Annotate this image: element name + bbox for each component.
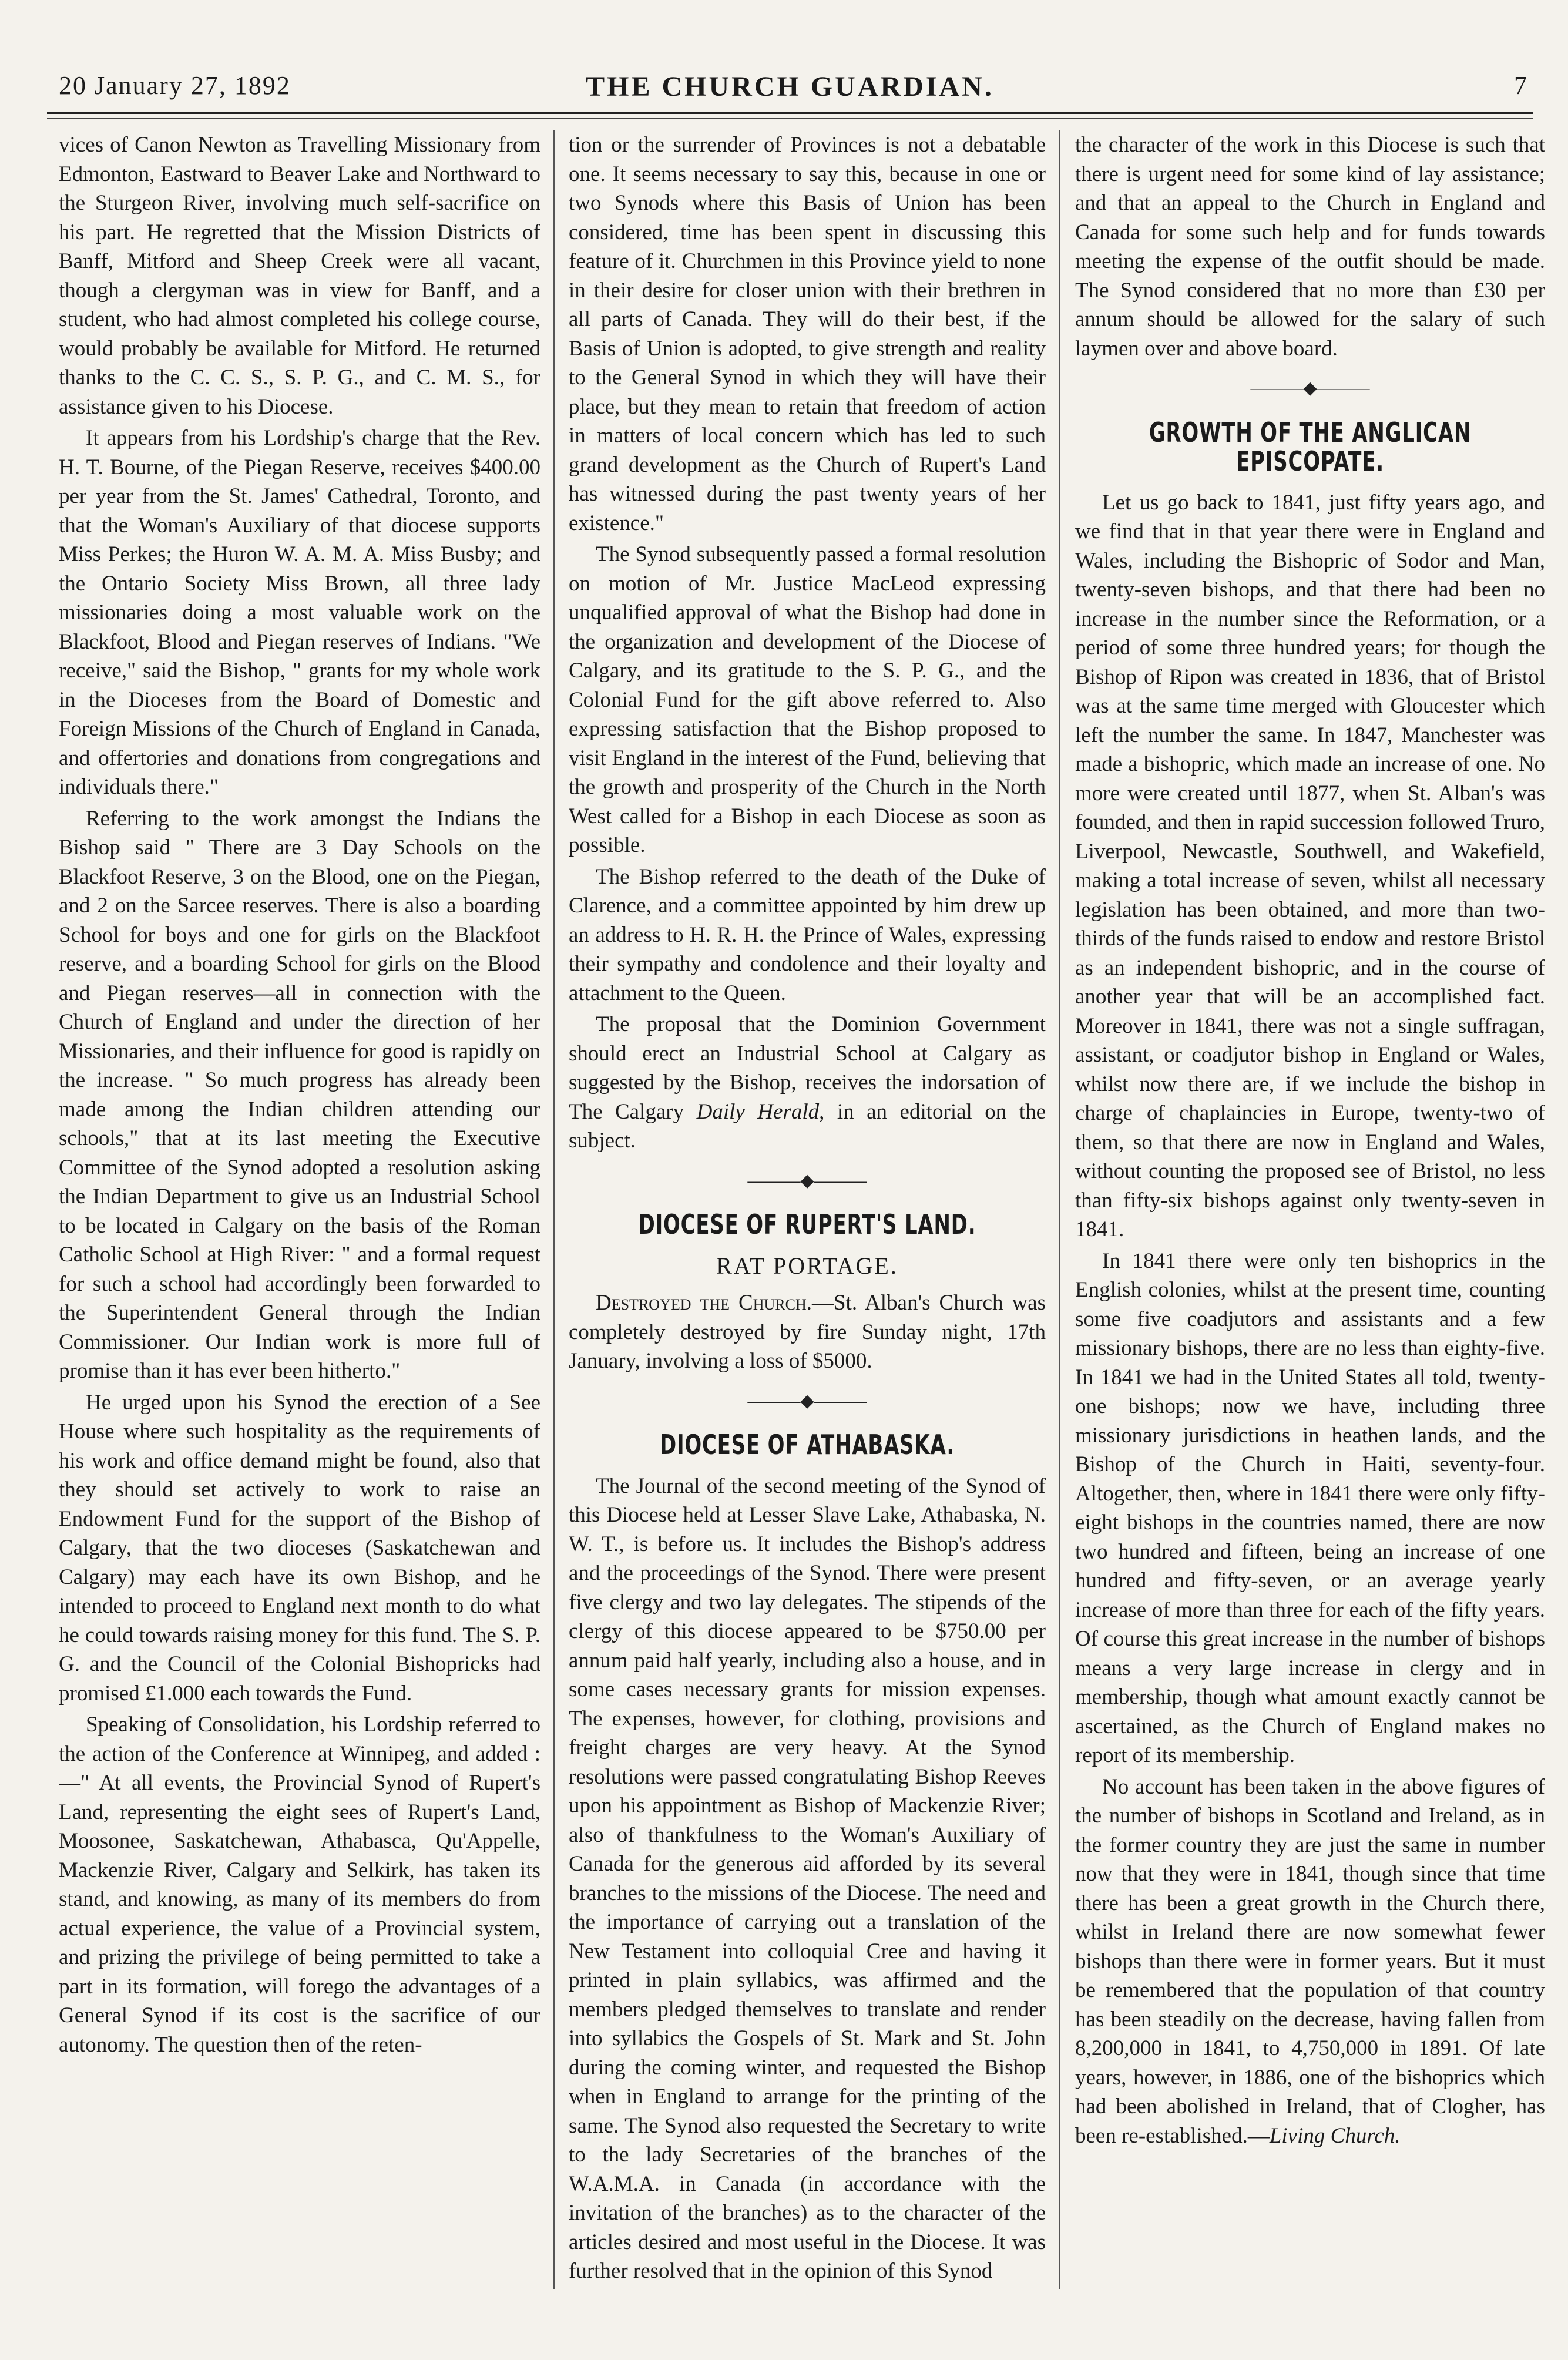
column-2 [569, 130, 1046, 2325]
header-rule [47, 112, 1533, 114]
column-1 [59, 130, 540, 2325]
paragraph: Let us go back to 1841, just fifty years ago, and we find that in that year there were in England and Wales, including the Bishopric of Sodor and Man, twenty-seven bishops, and that there had been no increase in the number since the Reformation, or a period of some three hundred years; for though the Bishop of Ripon was created in 1836, that of Bristol was at the same time merged with Gloucester which left the number the same. In 1847, Manchester was made a bishopric, which made an increase of one. No more were created until 1877, when St. Alban's was founded, and then in rapid succession followed Truro, Liverpool, Newcastle, Southwell, and Wakefield, making a total increase of seven, whilst all necessary legislation has been obtained, and more than two-thirds of the funds raised to endow and restore Bristol as an independent bishopric, and in the course of another year that will be an accomplished fact. Moreover in 1841, there was not a single suffragan, assistant, or coadjutor bishop in England or Wales, whilst now there are, if we include the bishop in charge of chaplaincies in Europe, twenty-two of them, so that there are now in England and Wales, without counting the proposed see of Bristol, no less than fifty-six bishops against only twenty-seven in 1841. [1075, 490, 1545, 1241]
source-credit: Living Church. [1269, 2123, 1401, 2148]
paragraph: The Bishop referred to the death of the Duke of Clarence, and a committee appointed by him drew up an address to H. R. H. the Prince of Wales, expressing their sympathy and condolence and their loyalty and attachment to the Queen. [569, 864, 1046, 1005]
paragraph: Speaking of Consolidation, his Lordship referred to the action of the Conference at Winnipeg, and added :—" At all events, the Provincial Synod of Rupert's Land, representing the eight sees of Rupert's Land, Moosonee, Saskatchewan, Athabasca, Qu'Appelle, Mackenzie River, Calgary and Selkirk, has taken its stand, and knowing, as many of its members do from actual experience, the value of a Provincial system, and prizing the privilege of being permitted to take a part in its formation, will forego the advantages of a General Synod if its cost is the sacrifice of our autonomy. The question then of the reten- [59, 1713, 540, 2057]
paragraph: vices of Canon Newton as Travelling Missionary from Edmonton, Eastward to Beaver Lake and Northward to the Sturgeon River, involving much self-sacrifice on his part. He regretted that the Mission Districts of Banff, Mitford and Sheep Creek were all vacant, though a clergyman was in view for Banff, and a student, who had almost completed his college course, would probably be available for Mitford. He returned thanks to the C. C. S., S. P. G., and C. M. S., for assistance given to his Diocese. [59, 133, 540, 419]
text-run: , in an editorial on the subject. [569, 1099, 1046, 1153]
column-divider [553, 130, 555, 2289]
page-number: 7 [1514, 71, 1527, 100]
header-rule-thin [47, 118, 1533, 119]
paragraph: Referring to the work amongst the Indians the Bishop said " There are 3 Day Schools on the Blackfoot Reserve, 3 on the Blood, one on the Piegan, and 2 on the Sarcee reserves. There is also a boarding School for boys and one for girls on the Blackfoot reserve, and a boarding School for girls on the Blood and Piegan reserves—all in connection with the Church of England and under the direction of her Missionaries, and their influence for good is rapidly on the increase. " So much progress has already been made among the Indian children attending our schools," that at its last meeting the Executive Committee of the Synod adopted a resolution asking the Indian Department to give us an Industrial School to be located in Calgary on the basis of the Roman Catholic School at High River: " and a formal request for such a school had accordingly been forwarded to the Superintendent General through the Indian Commissioner. Our Indian work is more full of promise than it has ever been hitherto." [59, 806, 540, 1383]
paragraph [1075, 1772, 1545, 2151]
divider-ornament: ———◆——— [1250, 378, 1370, 398]
divider-ornament: ———◆——— [747, 1170, 867, 1190]
section-heading: GROWTH OF THE ANGLICAN EPISCOPATE. [1149, 416, 1472, 477]
paragraph: The Journal of the second meeting of the Synod of this Diocese held at Lesser Slave Lake, Athabaska, N. W. T., is before us. It includes the Bishop's address and the proceedings of the Synod. There were present five clergy and two lay delegates. The stipends of the clergy of this diocese appeared to be $750.00 per annum paid half yearly, including also a house, and in some cases necessary grants for mission expenses. The expenses, however, for clothing, provisions and freight charges are very heavy. At the Synod resolutions were passed congratulating Bishop Reeves upon his appointment as Bishop of Mackenzie River; also of thankfulness to the Woman's Auxiliary of Canada for the generous aid afforded by its several branches to the missions of the Diocese. The need and the importance of carrying out a translation of the New Testament into colloquial Cree and having it printed in plain syllabics, was affirmed and the members pledged themselves to translate and render into syllabics the Gospels of St. Mark and St. John during the coming winter, and requested the Bishop when in England to arrange for the printing of the same. The Synod also requested the Secretary to write to the lady Secretaries of the branches of the W.A.M.A. in Canada (in accordance with the invitation of the branches) as to the character of the articles desired and most useful in the Diocese. It was further resolved that in the opinion of this Synod [569, 1473, 1046, 2283]
paragraph: the character of the work in this Diocese is such that there is urgent need for some kind of lay assistance; and that an appeal to the Church in England and Canada for some such help and for funds towards meeting the expense of the outfit should be made. The Synod considered that no more than £30 per annum should be allowed for the salary of such laymen over and above board. [1075, 133, 1545, 361]
lead-in: Destroyed the Church. [596, 1291, 812, 1315]
text-run: No account has been taken in the above figures of the number of bishops in Scotland and Ireland, as in the former country they are just the same in number now that they were in 1841, though since that time there has been a great growth in the Church there, whilst in Ireland there are now somewhat fewer bishops than there were in former years. But it must be remembered that the population of that country has been steadily on the decrease, having fallen from 8,200,000 in 1841, to 4,750,000 in 1891. Of late years, however, in 1886, one of the bishoprics which had been abolished in Ireland, that of Clogher, has been re-established.— [1075, 1774, 1545, 2148]
section-heading: DIOCESE OF RUPERT'S LAND. [638, 1208, 976, 1240]
paragraph: tion or the surrender of Provinces is not a debatable one. It seems necessary to say this, because in one or two Synods where this Basis of Union has been considered, time has been spent in discussing this feature of it. Churchmen in this Province yield to none in their desire for closer union with their brethren in all parts of Canada. They will do their best, if the Basis of Union is adopted, to give strength and reality to the General Synod in which they will have their place, but they mean to retain that freedom of action in matters of local concern which has led to such grand development as the Church of Rupert's Land has witnessed during the past twenty years of her existence." [569, 133, 1046, 535]
subsection-heading: RAT PORTAGE. [716, 1252, 898, 1279]
column-divider [1059, 130, 1060, 2289]
divider-ornament: ———◆——— [747, 1391, 867, 1411]
paragraph: In 1841 there were only ten bishoprics in the English colonies, whilst at the present time, counting some five coadjutors and assistants and a few missionary bishops, there are no less than eighty-five. In 1841 we had in the United States all told, twenty-one bishops; now we have, including three missionary jurisdictions in heathen lands, and the Bishop of the Church in Haiti, seventy-four. Altogether, then, where in 1841 there were only fifty-eight bishops in the countries named, there are now two hundred and fifteen, being an increase of one hundred and fifty-seven, or an average yearly increase of more than three for each of the fifty years. Of course this great increase in the number of bishops means a very large increase in clergy and in membership, though what amount exactly cannot be ascertained, as the Church of England makes no report of its membership. [1075, 1248, 1545, 1767]
paragraph: The Synod subsequently passed a formal resolution on motion of Mr. Justice MacLeod expressing unqualified approval of what the Bishop had done in the organization and development of the Diocese of Calgary, and its gratitude to the S. P. G., and the Colonial Fund for the gift above referred to. Also expressing satisfaction that the Bishop proposed to visit England in the interest of the Fund, believing that the growth and prosperity of the Church in the North West called for a Bishop in each Diocese as soon as possible. [569, 542, 1046, 857]
column-3 [1075, 130, 1545, 2325]
issue-date: 20 January 27, 1892 [59, 71, 291, 100]
masthead-title: THE CHURCH GUARDIAN. [586, 71, 994, 102]
text-run: —St. Alban's Church was completely destroyed by fire Sunday night, 17th January, involving a loss of $5000. [569, 1291, 1046, 1373]
paragraph: It appears from his Lordship's charge that the Rev. H. T. Bourne, of the Piegan Reserve, receives $400.00 per year from the St. James' Cathedral, Toronto, and that the Woman's Auxiliary of that diocese supports Miss Perkes; the Huron W. A. M. A. Miss Busby; and the Ontario Society Miss Brown, all three lady missionaries doing a most valuable work on the Blackfoot, Blood and Piegan reserves of Indians. "We receive," said the Bishop, " grants for my whole work in the Dioceses from the Board of Domestic and Foreign Missions of the Church of England in Canada, and offertories and donations from congregations and individuals there." [59, 426, 540, 799]
paragraph: He urged upon his Synod the erection of a See House where such hospitality as the requirements of his work and office demand might be found, also that they should set actively to work to raise an Endowment Fund for the support of the Bishop of Calgary, that the two dioceses (Saskatchewan and Calgary) may each have its own Bishop, and he intended to proceed to England next month to do what he could towards raising money for this fund. The S. P. G. and the Council of the Colonial Bishopricks had promised £1.000 each towards the Fund. [59, 1390, 540, 1706]
paragraph [569, 1288, 1046, 1376]
text-run: The proposal that the Dominion Government should erect an Industrial School at Calgary as suggested by the Bishop, receives the indorsation of The Calgary [569, 1012, 1046, 1124]
section-heading: DIOCESE OF ATHABASKA. [659, 1429, 955, 1461]
paragraph [569, 1010, 1046, 1156]
newspaper-name: Daily Herald [696, 1099, 820, 1124]
